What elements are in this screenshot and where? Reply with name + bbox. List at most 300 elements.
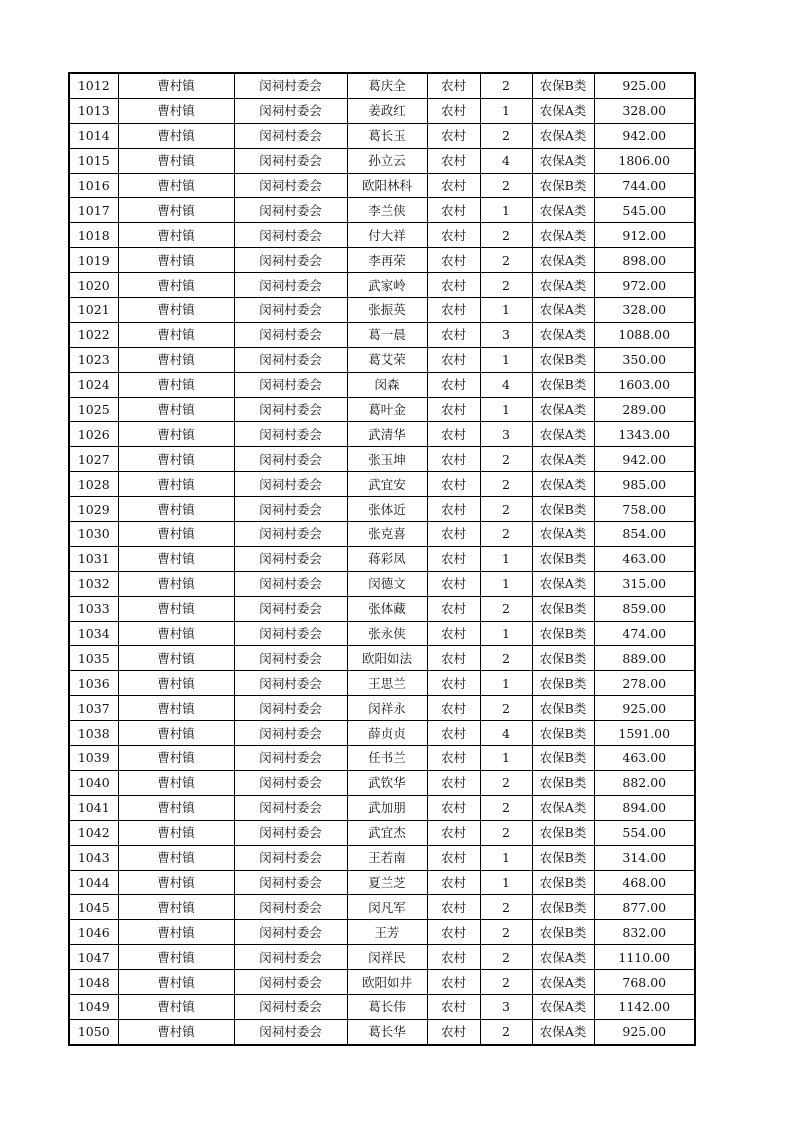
household-type-cell: 农村: [427, 198, 480, 223]
name-cell: 武家岭: [347, 273, 427, 298]
member-count-cell: 1: [480, 347, 532, 372]
name-cell: 闵德文: [347, 571, 427, 596]
row-number-cell: 1017: [69, 198, 118, 223]
town-cell: 曹村镇: [118, 522, 234, 547]
insurance-category-cell: 农保B类: [532, 895, 594, 920]
insurance-category-cell: 农保A类: [532, 795, 594, 820]
insurance-category-cell: 农保B类: [532, 671, 594, 696]
village-committee-cell: 闵祠村委会: [234, 770, 347, 795]
town-cell: 曹村镇: [118, 696, 234, 721]
town-cell: 曹村镇: [118, 397, 234, 422]
village-committee-cell: 闵祠村委会: [234, 671, 347, 696]
name-cell: 葛叶金: [347, 397, 427, 422]
member-count-cell: 1: [480, 870, 532, 895]
row-number-cell: 1048: [69, 970, 118, 995]
insurance-category-cell: 农保A类: [532, 198, 594, 223]
household-type-cell: 农村: [427, 273, 480, 298]
town-cell: 曹村镇: [118, 1019, 234, 1044]
town-cell: 曹村镇: [118, 472, 234, 497]
household-type-cell: 农村: [427, 571, 480, 596]
town-cell: 曹村镇: [118, 820, 234, 845]
table-row: [69, 472, 695, 497]
amount-cell: 985.00: [594, 472, 695, 497]
village-committee-cell: 闵祠村委会: [234, 198, 347, 223]
town-cell: 曹村镇: [118, 571, 234, 596]
insurance-category-cell: 农保B类: [532, 746, 594, 771]
name-cell: 葛长玉: [347, 123, 427, 148]
table-row: [69, 98, 695, 123]
name-cell: 武清华: [347, 422, 427, 447]
household-type-cell: 农村: [427, 646, 480, 671]
amount-cell: 314.00: [594, 845, 695, 870]
insurance-category-cell: 农保A类: [532, 994, 594, 1019]
amount-cell: 898.00: [594, 248, 695, 273]
household-type-cell: 农村: [427, 994, 480, 1019]
amount-cell: 882.00: [594, 770, 695, 795]
table-row: [69, 173, 695, 198]
row-number-cell: 1050: [69, 1019, 118, 1044]
amount-cell: 328.00: [594, 298, 695, 323]
table-row: [69, 497, 695, 522]
town-cell: 曹村镇: [118, 422, 234, 447]
name-cell: 葛艾荣: [347, 347, 427, 372]
village-committee-cell: 闵祠村委会: [234, 123, 347, 148]
row-number-cell: 1023: [69, 347, 118, 372]
name-cell: 付大祥: [347, 223, 427, 248]
household-table: [68, 72, 696, 1046]
village-committee-cell: 闵祠村委会: [234, 397, 347, 422]
table-body: [69, 73, 695, 1045]
household-type-cell: 农村: [427, 223, 480, 248]
row-number-cell: 1044: [69, 870, 118, 895]
household-type-cell: 农村: [427, 98, 480, 123]
member-count-cell: 1: [480, 671, 532, 696]
village-committee-cell: 闵祠村委会: [234, 372, 347, 397]
name-cell: 夏兰芝: [347, 870, 427, 895]
row-number-cell: 1019: [69, 248, 118, 273]
insurance-category-cell: 农保B类: [532, 920, 594, 945]
member-count-cell: 2: [480, 273, 532, 298]
table-row: [69, 148, 695, 173]
household-type-cell: 农村: [427, 845, 480, 870]
village-committee-cell: 闵祠村委会: [234, 322, 347, 347]
name-cell: 王芳: [347, 920, 427, 945]
household-type-cell: 农村: [427, 746, 480, 771]
village-committee-cell: 闵祠村委会: [234, 820, 347, 845]
town-cell: 曹村镇: [118, 73, 234, 98]
town-cell: 曹村镇: [118, 671, 234, 696]
row-number-cell: 1047: [69, 945, 118, 970]
village-committee-cell: 闵祠村委会: [234, 248, 347, 273]
member-count-cell: 2: [480, 497, 532, 522]
village-committee-cell: 闵祠村委会: [234, 173, 347, 198]
table-row: [69, 322, 695, 347]
amount-cell: 1142.00: [594, 994, 695, 1019]
member-count-cell: 1: [480, 98, 532, 123]
household-type-cell: 农村: [427, 621, 480, 646]
village-committee-cell: 闵祠村委会: [234, 920, 347, 945]
town-cell: 曹村镇: [118, 994, 234, 1019]
village-committee-cell: 闵祠村委会: [234, 895, 347, 920]
town-cell: 曹村镇: [118, 372, 234, 397]
amount-cell: 1591.00: [594, 721, 695, 746]
row-number-cell: 1032: [69, 571, 118, 596]
household-type-cell: 农村: [427, 298, 480, 323]
amount-cell: 889.00: [594, 646, 695, 671]
member-count-cell: 2: [480, 248, 532, 273]
insurance-category-cell: 农保B类: [532, 347, 594, 372]
village-committee-cell: 闵祠村委会: [234, 273, 347, 298]
village-committee-cell: 闵祠村委会: [234, 522, 347, 547]
amount-cell: 768.00: [594, 970, 695, 995]
table-row: [69, 571, 695, 596]
amount-cell: 744.00: [594, 173, 695, 198]
insurance-category-cell: 农保B类: [532, 870, 594, 895]
name-cell: 任书兰: [347, 746, 427, 771]
household-type-cell: 农村: [427, 173, 480, 198]
village-committee-cell: 闵祠村委会: [234, 845, 347, 870]
insurance-category-cell: 农保B类: [532, 770, 594, 795]
town-cell: 曹村镇: [118, 770, 234, 795]
row-number-cell: 1036: [69, 671, 118, 696]
member-count-cell: 2: [480, 522, 532, 547]
town-cell: 曹村镇: [118, 920, 234, 945]
name-cell: 葛庆全: [347, 73, 427, 98]
member-count-cell: 2: [480, 472, 532, 497]
household-type-cell: 农村: [427, 970, 480, 995]
insurance-category-cell: 农保B类: [532, 173, 594, 198]
amount-cell: 877.00: [594, 895, 695, 920]
town-cell: 曹村镇: [118, 646, 234, 671]
insurance-category-cell: 农保A类: [532, 223, 594, 248]
town-cell: 曹村镇: [118, 447, 234, 472]
member-count-cell: 2: [480, 970, 532, 995]
member-count-cell: 2: [480, 73, 532, 98]
town-cell: 曹村镇: [118, 123, 234, 148]
member-count-cell: 4: [480, 372, 532, 397]
insurance-category-cell: 农保B类: [532, 546, 594, 571]
member-count-cell: 2: [480, 945, 532, 970]
village-committee-cell: 闵祠村委会: [234, 98, 347, 123]
village-committee-cell: 闵祠村委会: [234, 870, 347, 895]
member-count-cell: 2: [480, 1019, 532, 1044]
village-committee-cell: 闵祠村委会: [234, 621, 347, 646]
row-number-cell: 1026: [69, 422, 118, 447]
town-cell: 曹村镇: [118, 248, 234, 273]
name-cell: 欧阳如井: [347, 970, 427, 995]
amount-cell: 350.00: [594, 347, 695, 372]
insurance-category-cell: 农保B类: [532, 73, 594, 98]
amount-cell: 289.00: [594, 397, 695, 422]
member-count-cell: 2: [480, 646, 532, 671]
name-cell: 葛长伟: [347, 994, 427, 1019]
table-row: [69, 1019, 695, 1044]
amount-cell: 942.00: [594, 123, 695, 148]
household-type-cell: 农村: [427, 920, 480, 945]
insurance-category-cell: 农保B类: [532, 721, 594, 746]
table-row: [69, 372, 695, 397]
name-cell: 王若南: [347, 845, 427, 870]
name-cell: 张体藏: [347, 596, 427, 621]
row-number-cell: 1030: [69, 522, 118, 547]
village-committee-cell: 闵祠村委会: [234, 994, 347, 1019]
household-type-cell: 农村: [427, 721, 480, 746]
row-number-cell: 1034: [69, 621, 118, 646]
row-number-cell: 1039: [69, 746, 118, 771]
household-type-cell: 农村: [427, 148, 480, 173]
table-row: [69, 123, 695, 148]
row-number-cell: 1029: [69, 497, 118, 522]
row-number-cell: 1049: [69, 994, 118, 1019]
insurance-category-cell: 农保A类: [532, 970, 594, 995]
name-cell: 王思兰: [347, 671, 427, 696]
member-count-cell: 2: [480, 920, 532, 945]
name-cell: 张克喜: [347, 522, 427, 547]
household-type-cell: 农村: [427, 397, 480, 422]
member-count-cell: 3: [480, 422, 532, 447]
name-cell: 闵祥民: [347, 945, 427, 970]
member-count-cell: 3: [480, 322, 532, 347]
amount-cell: 925.00: [594, 696, 695, 721]
amount-cell: 328.00: [594, 98, 695, 123]
row-number-cell: 1022: [69, 322, 118, 347]
household-type-cell: 农村: [427, 497, 480, 522]
name-cell: 闵森: [347, 372, 427, 397]
household-type-cell: 农村: [427, 696, 480, 721]
row-number-cell: 1040: [69, 770, 118, 795]
amount-cell: 854.00: [594, 522, 695, 547]
village-committee-cell: 闵祠村委会: [234, 148, 347, 173]
member-count-cell: 2: [480, 696, 532, 721]
name-cell: 闵凡军: [347, 895, 427, 920]
member-count-cell: 1: [480, 546, 532, 571]
town-cell: 曹村镇: [118, 98, 234, 123]
household-type-cell: 农村: [427, 73, 480, 98]
row-number-cell: 1045: [69, 895, 118, 920]
member-count-cell: 1: [480, 621, 532, 646]
member-count-cell: 3: [480, 994, 532, 1019]
row-number-cell: 1042: [69, 820, 118, 845]
name-cell: 薛贞贞: [347, 721, 427, 746]
member-count-cell: 1: [480, 298, 532, 323]
town-cell: 曹村镇: [118, 945, 234, 970]
village-committee-cell: 闵祠村委会: [234, 546, 347, 571]
village-committee-cell: 闵祠村委会: [234, 596, 347, 621]
amount-cell: 1806.00: [594, 148, 695, 173]
household-type-cell: 农村: [427, 596, 480, 621]
insurance-category-cell: 农保B类: [532, 596, 594, 621]
name-cell: 张永侠: [347, 621, 427, 646]
amount-cell: 474.00: [594, 621, 695, 646]
row-number-cell: 1025: [69, 397, 118, 422]
town-cell: 曹村镇: [118, 198, 234, 223]
table-row: [69, 596, 695, 621]
amount-cell: 925.00: [594, 1019, 695, 1044]
village-committee-cell: 闵祠村委会: [234, 970, 347, 995]
household-type-cell: 农村: [427, 895, 480, 920]
table-row: [69, 721, 695, 746]
amount-cell: 315.00: [594, 571, 695, 596]
village-committee-cell: 闵祠村委会: [234, 298, 347, 323]
village-committee-cell: 闵祠村委会: [234, 73, 347, 98]
insurance-category-cell: 农保A类: [532, 422, 594, 447]
insurance-category-cell: 农保B类: [532, 696, 594, 721]
insurance-category-cell: 农保A类: [532, 298, 594, 323]
member-count-cell: 1: [480, 397, 532, 422]
table-row: [69, 646, 695, 671]
table-row: [69, 671, 695, 696]
town-cell: 曹村镇: [118, 845, 234, 870]
village-committee-cell: 闵祠村委会: [234, 795, 347, 820]
name-cell: 姜政红: [347, 98, 427, 123]
village-committee-cell: 闵祠村委会: [234, 646, 347, 671]
household-type-cell: 农村: [427, 945, 480, 970]
table-row: [69, 746, 695, 771]
row-number-cell: 1014: [69, 123, 118, 148]
row-number-cell: 1020: [69, 273, 118, 298]
table-row: [69, 73, 695, 98]
insurance-category-cell: 农保A类: [532, 248, 594, 273]
insurance-category-cell: 农保B类: [532, 845, 594, 870]
name-cell: 武钦华: [347, 770, 427, 795]
amount-cell: 1110.00: [594, 945, 695, 970]
name-cell: 武宜杰: [347, 820, 427, 845]
household-type-cell: 农村: [427, 770, 480, 795]
amount-cell: 912.00: [594, 223, 695, 248]
town-cell: 曹村镇: [118, 322, 234, 347]
insurance-category-cell: 农保A类: [532, 322, 594, 347]
household-type-cell: 农村: [427, 870, 480, 895]
table-row: [69, 994, 695, 1019]
household-type-cell: 农村: [427, 123, 480, 148]
village-committee-cell: 闵祠村委会: [234, 347, 347, 372]
household-type-cell: 农村: [427, 1019, 480, 1044]
member-count-cell: 2: [480, 895, 532, 920]
table-row: [69, 298, 695, 323]
village-committee-cell: 闵祠村委会: [234, 696, 347, 721]
table-row: [69, 770, 695, 795]
name-cell: 张振英: [347, 298, 427, 323]
amount-cell: 758.00: [594, 497, 695, 522]
town-cell: 曹村镇: [118, 148, 234, 173]
insurance-category-cell: 农保B类: [532, 621, 594, 646]
name-cell: 李兰侠: [347, 198, 427, 223]
name-cell: 武宜安: [347, 472, 427, 497]
name-cell: 闵祥永: [347, 696, 427, 721]
amount-cell: 942.00: [594, 447, 695, 472]
household-type-cell: 农村: [427, 372, 480, 397]
village-committee-cell: 闵祠村委会: [234, 472, 347, 497]
amount-cell: 859.00: [594, 596, 695, 621]
row-number-cell: 1021: [69, 298, 118, 323]
table-row: [69, 347, 695, 372]
insurance-category-cell: 农保B类: [532, 372, 594, 397]
name-cell: 欧阳林科: [347, 173, 427, 198]
name-cell: 李再荣: [347, 248, 427, 273]
amount-cell: 463.00: [594, 546, 695, 571]
insurance-category-cell: 农保A类: [532, 98, 594, 123]
town-cell: 曹村镇: [118, 273, 234, 298]
amount-cell: 1603.00: [594, 372, 695, 397]
insurance-category-cell: 农保B类: [532, 497, 594, 522]
insurance-category-cell: 农保A类: [532, 148, 594, 173]
village-committee-cell: 闵祠村委会: [234, 447, 347, 472]
insurance-category-cell: 农保A类: [532, 123, 594, 148]
household-type-cell: 农村: [427, 522, 480, 547]
table-row: [69, 422, 695, 447]
town-cell: 曹村镇: [118, 223, 234, 248]
amount-cell: 545.00: [594, 198, 695, 223]
member-count-cell: 2: [480, 770, 532, 795]
row-number-cell: 1013: [69, 98, 118, 123]
town-cell: 曹村镇: [118, 173, 234, 198]
town-cell: 曹村镇: [118, 721, 234, 746]
household-type-cell: 农村: [427, 546, 480, 571]
table-row: [69, 696, 695, 721]
member-count-cell: 2: [480, 223, 532, 248]
amount-cell: 1088.00: [594, 322, 695, 347]
village-committee-cell: 闵祠村委会: [234, 1019, 347, 1044]
table-row: [69, 945, 695, 970]
table-row: [69, 795, 695, 820]
amount-cell: 554.00: [594, 820, 695, 845]
insurance-category-cell: 农保B类: [532, 820, 594, 845]
household-type-cell: 农村: [427, 447, 480, 472]
insurance-category-cell: 农保A类: [532, 397, 594, 422]
insurance-category-cell: 农保A类: [532, 273, 594, 298]
amount-cell: 1343.00: [594, 422, 695, 447]
amount-cell: 832.00: [594, 920, 695, 945]
member-count-cell: 1: [480, 746, 532, 771]
table-row: [69, 397, 695, 422]
household-type-cell: 农村: [427, 248, 480, 273]
household-type-cell: 农村: [427, 347, 480, 372]
insurance-category-cell: 农保A类: [532, 522, 594, 547]
name-cell: 葛长华: [347, 1019, 427, 1044]
member-count-cell: 1: [480, 198, 532, 223]
town-cell: 曹村镇: [118, 596, 234, 621]
household-type-cell: 农村: [427, 820, 480, 845]
insurance-category-cell: 农保A类: [532, 945, 594, 970]
table-row: [69, 820, 695, 845]
household-type-cell: 农村: [427, 472, 480, 497]
name-cell: 武加朋: [347, 795, 427, 820]
insurance-category-cell: 农保B类: [532, 646, 594, 671]
table-row: [69, 920, 695, 945]
row-number-cell: 1012: [69, 73, 118, 98]
household-type-cell: 农村: [427, 322, 480, 347]
town-cell: 曹村镇: [118, 497, 234, 522]
town-cell: 曹村镇: [118, 795, 234, 820]
table-row: [69, 522, 695, 547]
town-cell: 曹村镇: [118, 970, 234, 995]
member-count-cell: 1: [480, 571, 532, 596]
row-number-cell: 1033: [69, 596, 118, 621]
table-row: [69, 546, 695, 571]
name-cell: 张体近: [347, 497, 427, 522]
insurance-category-cell: 农保A类: [532, 571, 594, 596]
table-row: [69, 845, 695, 870]
village-committee-cell: 闵祠村委会: [234, 422, 347, 447]
member-count-cell: 2: [480, 447, 532, 472]
table-row: [69, 223, 695, 248]
member-count-cell: 2: [480, 820, 532, 845]
name-cell: 欧阳如法: [347, 646, 427, 671]
village-committee-cell: 闵祠村委会: [234, 497, 347, 522]
amount-cell: 972.00: [594, 273, 695, 298]
member-count-cell: 4: [480, 721, 532, 746]
village-committee-cell: 闵祠村委会: [234, 571, 347, 596]
